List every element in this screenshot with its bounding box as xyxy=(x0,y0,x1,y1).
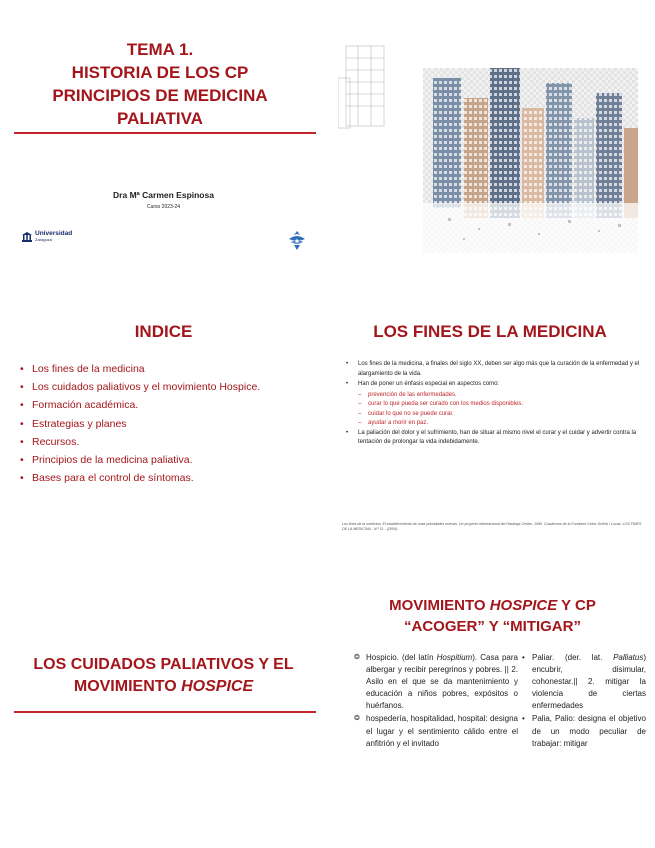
slide-hospice xyxy=(330,590,655,830)
hospice-heading-suffix: Y CP xyxy=(557,597,596,614)
item-lead: Hospicio. (del latín xyxy=(366,653,437,662)
fines-heading: LOS FINES DE LA MEDICINA xyxy=(373,322,607,341)
fines-dash: – cuidar lo que no se puede curar. xyxy=(344,410,644,420)
section-divider xyxy=(14,711,316,713)
item-rest: ). Casa para albergar y recibir peregrinos y pobres. || 2. Asilo en el que se da mantenimiento y educación a niños pobres, expósitos o huérfanos. xyxy=(366,653,518,711)
section-heading-line1: LOS CUIDADOS PALIATIVOS Y EL xyxy=(33,656,294,673)
fines-bullet: • La paliación del dolor y el sufrimiento, han de situar al mismo nivel el curar y el cuidar y advertir contra la tentación de prolongar la vida indebidamente. xyxy=(344,429,644,448)
university-logo xyxy=(22,231,72,242)
index-heading: INDICE xyxy=(134,322,193,341)
hospice-heading-line2: “ACOGER” Y “MITIGAR” xyxy=(404,618,581,635)
paliar-item xyxy=(520,713,646,749)
fines-bullet: • Los fines de la medicina, a finales del siglo XX, deben ser algo más que la curación de la enfermedad y el alargamiento de la vida. xyxy=(344,360,644,379)
slide-fines xyxy=(330,300,655,550)
hospice-heading-italic: HOSPICE xyxy=(489,597,558,614)
hospice-item xyxy=(354,713,518,749)
title-line: TEMA 1. xyxy=(126,40,194,59)
fines-dash: – prevención de las enfermedades. xyxy=(344,391,644,401)
section-heading xyxy=(10,654,317,698)
university-icon xyxy=(22,232,32,242)
item-lead: Paliar. (der. lat. xyxy=(532,653,614,662)
index-item: • Los fines de la medicina xyxy=(20,360,260,378)
slide-section-cp xyxy=(0,590,327,830)
item-italic: Hospitium xyxy=(436,653,473,662)
title-divider xyxy=(14,132,316,134)
fines-dash: – ayudar a morir en paz. xyxy=(344,419,644,429)
fines-dash: – curar lo que pueda ser curado con los medios disponibles. xyxy=(344,400,644,410)
index-item: • Estrategias y planes xyxy=(20,415,260,433)
fines-bullet: • Han de poner un énfasis especial en aspectos como: xyxy=(344,380,644,390)
hospice-heading xyxy=(340,595,645,637)
faculty-emblem-icon xyxy=(285,229,309,251)
hospice-heading-line1 xyxy=(340,595,645,616)
title-line: PALIATIVA xyxy=(117,109,203,128)
hospice-heading-prefix: MOVIMIENTO xyxy=(389,597,490,614)
author: Dra Mª Carmen Espinosa xyxy=(113,190,214,200)
fines-footnote: Los fines de la medicina. El establecimiento de unas prioridades nuevas. Un proyecto internacional del Hastings Center. 1996. Cuadernos de la Fundació Víctor Grífols i Lucas. LOS FINES DE LA MEDICINA - N.º 11 - (2004). xyxy=(342,522,642,531)
fines-body xyxy=(344,360,644,449)
course: Curso 2023-24 xyxy=(146,204,181,210)
slide-title-heading xyxy=(10,38,310,130)
index-item: • Bases para el control de síntomas. xyxy=(20,469,260,487)
section-heading-italic: HOSPICE xyxy=(181,678,254,695)
slide-title xyxy=(0,0,327,280)
section-heading-line2 xyxy=(10,676,317,698)
item-rest: ) encubrir, disimular, cohonestar.|| 2. mitigar la violencia de ciertas enfermedades xyxy=(532,653,646,711)
hospice-left-column xyxy=(354,652,518,751)
hospice-right-column xyxy=(520,652,646,751)
index-item: • Formación académica. xyxy=(20,396,260,414)
slide-index xyxy=(0,300,327,550)
index-item: • Principios de la medicina paliativa. xyxy=(20,451,260,469)
title-line: PRINCIPIOS DE MEDICINA xyxy=(52,86,268,105)
index-list xyxy=(20,360,260,487)
title-line: HISTORIA DE LOS CP xyxy=(71,63,249,82)
item-lead: Palia, Palio: designa el objetivo de un modo peculiar de trabajar: mitigar xyxy=(532,714,646,748)
university-name: Universidad xyxy=(35,230,73,237)
item-lead: hospedería, hospitalidad, hospital: designa el lugar y el sentimiento cálido entre el anfitrión y el invitado xyxy=(366,714,518,748)
section-heading-prefix: MOVIMIENTO xyxy=(73,678,182,695)
hospice-item xyxy=(354,652,518,712)
paliar-item xyxy=(520,652,646,712)
city-illustration xyxy=(338,38,638,253)
index-item: • Los cuidados paliativos y el movimiento Hospice. xyxy=(20,378,260,396)
university-sub: Zaragoza xyxy=(35,237,52,242)
item-italic: Palliatus xyxy=(613,653,644,662)
index-item: • Recursos. xyxy=(20,433,260,451)
